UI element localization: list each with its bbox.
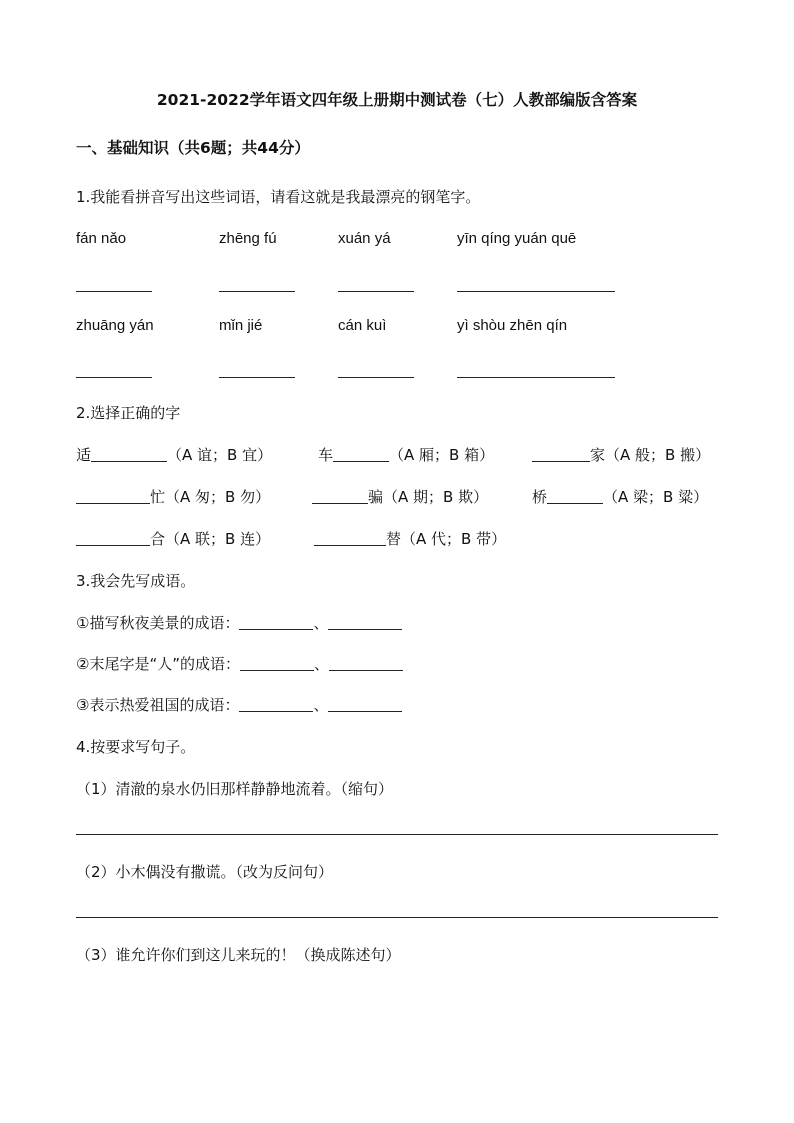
answer-blank[interactable] bbox=[91, 447, 167, 462]
answer-blank[interactable] bbox=[239, 697, 313, 712]
choice-options: 替（A 代；B 带） bbox=[386, 530, 507, 548]
pinyin-item: fán nǎo bbox=[76, 230, 127, 247]
separator: 、 bbox=[314, 655, 330, 673]
answer-blank[interactable] bbox=[328, 697, 402, 712]
sentence-task: （1）清澈的泉水仍旧那样静静地流着。（缩句） bbox=[76, 780, 394, 798]
pinyin-item: xuán yá bbox=[338, 230, 391, 247]
choice-pre: 桥 bbox=[532, 488, 548, 506]
choice-options: 忙（A 匆；B 勿） bbox=[150, 488, 271, 506]
pinyin-item: zhēng fú bbox=[219, 230, 277, 247]
choice-pre: 适 bbox=[76, 446, 92, 464]
document-title: 2021-2022学年语文四年级上册期中测试卷（七）人教部编版含答案 bbox=[156, 91, 638, 109]
answer-blank[interactable] bbox=[457, 377, 615, 378]
separator: 、 bbox=[313, 696, 329, 714]
answer-blank[interactable] bbox=[239, 615, 313, 630]
pinyin-item: cán kuì bbox=[338, 317, 387, 334]
choice-item bbox=[318, 444, 494, 465]
answer-blank[interactable] bbox=[312, 489, 368, 504]
idiom-label: ①描写秋夜美景的成语： bbox=[76, 614, 240, 632]
answer-blank[interactable] bbox=[329, 656, 403, 671]
q4-prompt: 4.按要求写句子。 bbox=[76, 738, 196, 756]
answer-blank[interactable] bbox=[76, 489, 150, 504]
idiom-label: ③表示热爱祖国的成语： bbox=[76, 696, 240, 714]
answer-blank[interactable] bbox=[338, 377, 414, 378]
choice-pre: 车 bbox=[318, 446, 334, 464]
separator: 、 bbox=[313, 614, 329, 632]
answer-blank[interactable] bbox=[240, 656, 314, 671]
choice-item bbox=[76, 528, 270, 549]
answer-blank[interactable] bbox=[219, 377, 295, 378]
answer-blank[interactable] bbox=[314, 531, 386, 546]
q1-prompt: 1.我能看拼音写出这些词语，请看这就是我最漂亮的钢笔字。 bbox=[76, 188, 481, 206]
answer-blank[interactable] bbox=[457, 291, 615, 292]
choice-options: （A 梁；B 粱） bbox=[603, 488, 709, 506]
idiom-item bbox=[76, 694, 402, 715]
answer-blank[interactable] bbox=[219, 291, 295, 292]
choice-options: 骗（A 期；B 欺） bbox=[368, 488, 489, 506]
sentence-task: （2）小木偶没有撒谎。（改为反问句） bbox=[76, 863, 334, 881]
answer-line[interactable] bbox=[76, 917, 718, 918]
idiom-item bbox=[76, 653, 403, 674]
q2-prompt: 2.选择正确的字 bbox=[76, 404, 181, 422]
answer-blank[interactable] bbox=[76, 531, 150, 546]
answer-blank[interactable] bbox=[333, 447, 389, 462]
answer-blank[interactable] bbox=[76, 291, 152, 292]
answer-blank[interactable] bbox=[338, 291, 414, 292]
choice-options: （A 厢；B 箱） bbox=[389, 446, 495, 464]
answer-blank[interactable] bbox=[76, 377, 152, 378]
choice-item bbox=[532, 444, 710, 465]
answer-line[interactable] bbox=[76, 834, 718, 835]
idiom-label: ②末尾字是“人”的成语： bbox=[76, 655, 240, 673]
pinyin-item: yīn qíng yuán quē bbox=[457, 230, 577, 247]
idiom-item bbox=[76, 612, 402, 633]
choice-item bbox=[76, 486, 270, 507]
answer-blank[interactable] bbox=[328, 615, 402, 630]
answer-blank[interactable] bbox=[547, 489, 603, 504]
q3-prompt: 3.我会先写成语。 bbox=[76, 572, 196, 590]
sentence-task: （3）谁允许你们到这儿来玩的！（换成陈述句） bbox=[76, 946, 401, 964]
choice-item bbox=[312, 486, 488, 507]
pinyin-item: zhuāng yán bbox=[76, 317, 154, 334]
choice-item bbox=[76, 444, 272, 465]
choice-item bbox=[314, 528, 506, 549]
section-heading: 一、基础知识（共6题；共44分） bbox=[76, 139, 310, 157]
pinyin-item: yì shòu zhēn qín bbox=[457, 317, 568, 334]
choice-options: 合（A 联；B 连） bbox=[150, 530, 271, 548]
answer-blank[interactable] bbox=[532, 447, 590, 462]
choice-options: （A 谊；B 宜） bbox=[167, 446, 273, 464]
choice-options: 家（A 般；B 搬） bbox=[590, 446, 711, 464]
choice-item bbox=[532, 486, 708, 507]
pinyin-item: mǐn jié bbox=[219, 317, 263, 334]
